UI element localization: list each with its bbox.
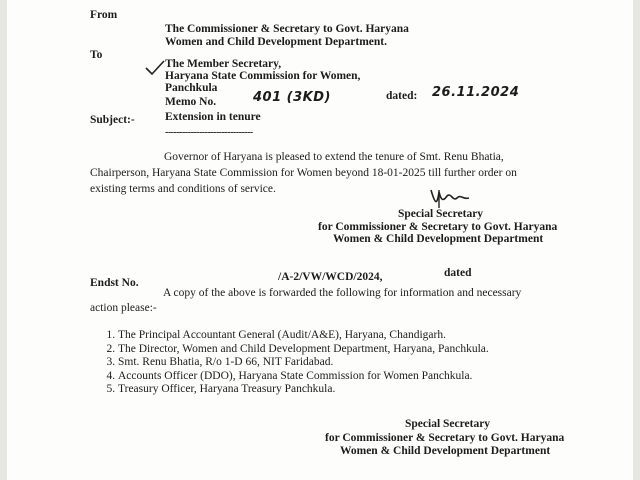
- endst-dated-label: dated: [444, 267, 472, 279]
- sender-line-2: Women and Child Development Department.: [165, 36, 388, 48]
- body-line-3: existing terms and conditions of service.: [90, 183, 276, 195]
- from-label: From: [90, 9, 118, 21]
- addressee-line-2: Haryana State Commission for Women,: [165, 70, 361, 82]
- list-item: 2. The Director, Women and Child Development Department, Haryana, Panchkula.: [118, 343, 638, 357]
- signatory-2-title: Special Secretary: [405, 418, 491, 430]
- endst-ref: /A-2/VW/WCD/2024,: [278, 271, 383, 283]
- endst-label: Endst No.: [90, 277, 139, 289]
- subject-underline: -------------------------------: [165, 127, 253, 138]
- list-item: 4. Accounts Officer (DDO), Haryana State Commission for Women Panchkula.: [118, 370, 638, 384]
- page-edge-left: [0, 0, 7, 480]
- signatory-1-line-3: Women & Child Development Department: [333, 233, 544, 245]
- memo-number: 401 (3KD): [253, 90, 331, 105]
- sender-line-1: The Commissioner & Secretary to Govt. Haryana: [165, 23, 409, 35]
- checkmark-icon: [144, 59, 166, 77]
- memo-dated-label: dated:: [386, 90, 418, 102]
- list-item: 1. The Principal Accountant General (Audit/A&E), Haryana, Chandigarh.: [118, 329, 638, 343]
- signatory-1-line-2: for Commissioner & Secretary to Govt. Haryana: [318, 221, 558, 233]
- body-line-1: Governor of Haryana is pleased to extend the tenure of Smt. Renu Bhatia,: [164, 151, 504, 163]
- memo-date: 26.11.2024: [432, 85, 520, 100]
- list-item: 5. Treasury Officer, Haryana Treasury Panchkula.: [118, 383, 638, 397]
- forward-line-1: A copy of the above is forwarded the following for information and necessary: [163, 287, 522, 299]
- addressee-line-1: The Member Secretary,: [165, 58, 282, 70]
- list-item: 3. Smt. Renu Bhatia, R/o 1-D 66, NIT Faridabad.: [118, 356, 638, 370]
- distribution-list: [98, 329, 638, 397]
- signatory-1-title: Special Secretary: [398, 208, 484, 220]
- forward-line-2: action please:-: [90, 302, 157, 314]
- signatory-2-line-2: for Commissioner & Secretary to Govt. Haryana: [325, 432, 565, 444]
- addressee-line-3: Panchkula: [165, 82, 218, 94]
- signatory-2-line-3: Women & Child Development Department: [340, 445, 551, 457]
- subject-label: Subject:-: [90, 114, 135, 126]
- to-label: To: [90, 49, 103, 61]
- body-line-2: Chairperson, Haryana State Commission for Women beyond 18-01-2025 till further order on: [90, 167, 517, 179]
- page-edge-right: [633, 0, 640, 480]
- subject-text: Extension in tenure: [165, 111, 261, 123]
- memo-label: Memo No.: [165, 96, 217, 108]
